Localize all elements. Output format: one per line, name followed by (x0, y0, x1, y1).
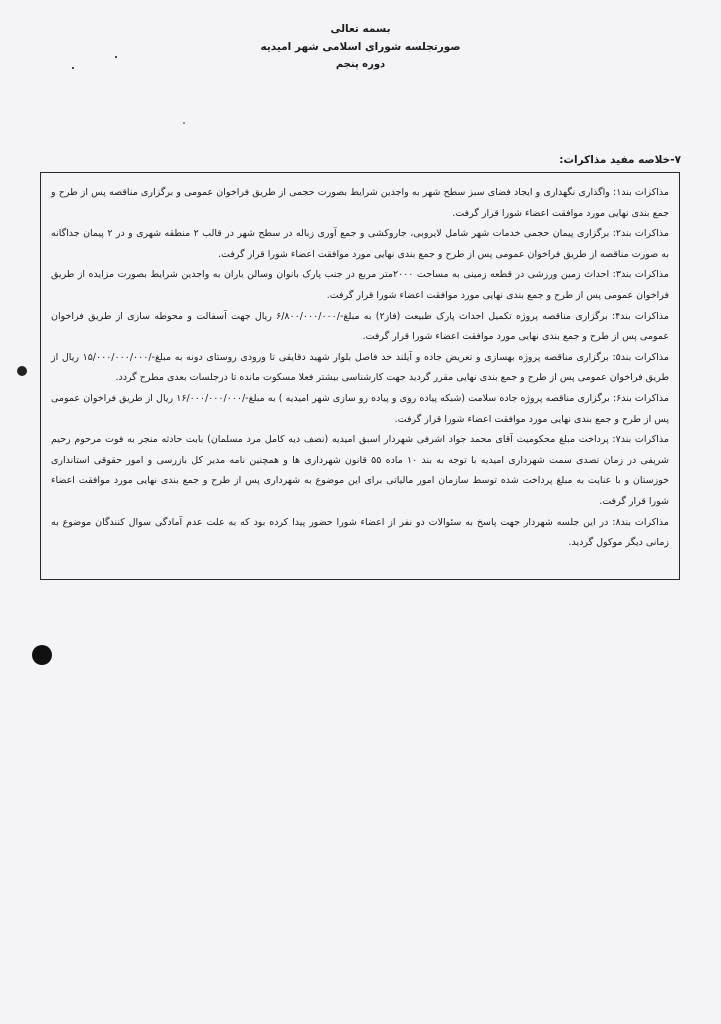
minutes-box (40, 172, 680, 580)
minutes-item: مذاکرات بند۷: پرداخت مبلغ محکومیت آقای محمد جواد اشرفی شهردار اسبق امیدیه (نصف دیه کامل مرد مسلمان) بابت حادثه منجر به فوت مرحوم رحیم شریفی در زمان تصدی سمت شهرداری امیدیه با توجه به بند ۱۰ ماده ۵۵ قانون شهرداری ها و همچنین نامه مدیر کل بازرسی و امور حقوقی استانداری خوزستان و با عنایت به مبلغ پرداخت شده توسط سازمان امور مالیاتی برای این موضوع به شهرداری پس از طرح و جمع بندی نهایی مورد موافقت اعضاء شورا قرار گرفت. (51, 434, 669, 507)
minutes-item: مذاکرات بند۸: در این جلسه شهردار جهت پاسخ به سئوالات دو نفر از اعضاء شورا حضور پیدا کرده بود که به علت عدم آمادگی سوال کنندگان موضوع به زمانی دیگر موکول گردید. (51, 516, 669, 549)
ink-speck (183, 122, 185, 124)
minutes-item: مذاکرات بند۲: برگزاری پیمان حجمی خدمات شهر شامل لایروبی، جاروکشی و جمع آوری زباله در سطح شهر در قالب ۲ منطقه شهری و در ۲ پیمان جداگانه به صورت مناقصه از طریق فراخوان عمومی پس از طرح و جمع بندی نهایی مورد موافقت اعضاء شورا قرار گرفت. (51, 228, 669, 260)
document-title: صورتجلسه شورای اسلامی شهر امیدیه (260, 41, 461, 53)
term-label: دوره پنجم (335, 59, 386, 70)
invocation-heading: بسمه تعالی (330, 23, 391, 35)
punch-hole (32, 645, 52, 665)
minutes-item: مذاکرات بند۳: احداث زمین ورزشی در قطعه زمینی به مساحت ۲۰۰۰متر مربع در جنب پارک بانوان وسالن باران به واجدین شرایط بصورت مزایده از طریق فراخوان عمومی پس از طرح و جمع بندی نهایی مورد موافقت اعضاء شورا قرار گرفت. (51, 269, 669, 301)
section-title: ۷-خلاصه مفید مذاکرات: (559, 154, 681, 166)
document-header (0, 20, 721, 74)
ink-speck (115, 56, 117, 58)
ink-speck (17, 366, 27, 376)
minutes-item: مذاکرات بند۵: برگزاری مناقصه پروژه بهسازی و تعریض جاده و آیلند حد فاصل بلوار شهید دقایقی تا ورودی روستای دونه به مبلغ-/۱۵/۰۰۰/۰۰۰/۰۰۰ ریال از طریق فراخوان عمومی پس از طرح و جمع بندی نهایی مقرر گردید جهت کارشناسی بیشتر فعلا مسکوت مانده تا درجلسات بعدی مطرح گردد. (51, 351, 669, 384)
minutes-item: مذاکرات بند۶: برگزاری مناقصه پروژه جاده سلامت (شبکه پیاده روی و پیاده رو سازی شهر امیدیه ) به مبلغ-/۱۶/۰۰۰/۰۰۰/۰۰۰ ریال از طریق فراخوان عمومی پس از طرح و جمع بندی نهایی مورد موافقت اعضاء شورا قرار گرفت. (51, 392, 669, 425)
minutes-item: مذاکرات بند۴: برگزاری مناقصه پروژه تکمیل احداث پارک طبیعت (فاز۲) به مبلغ-/۶/۸۰۰/۰۰۰/۰۰۰ ریال جهت آسفالت و محوطه سازی از طریق فراخوان عمومی پس از طرح و جمع بندی نهایی مورد موافقت اعضاء شورا قرار گرفت. (51, 310, 669, 343)
ink-speck (72, 67, 74, 69)
minutes-item: مذاکرات بند۱: واگذاری نگهداری و ایجاد فضای سبز سطح شهر به واجدین شرایط بصورت حجمی از طریق فراخوان عمومی و برگزاری مناقصه پس از طرح و جمع بندی نهایی مورد موافقت اعضاء شورا قرار گرفت. (51, 187, 669, 219)
